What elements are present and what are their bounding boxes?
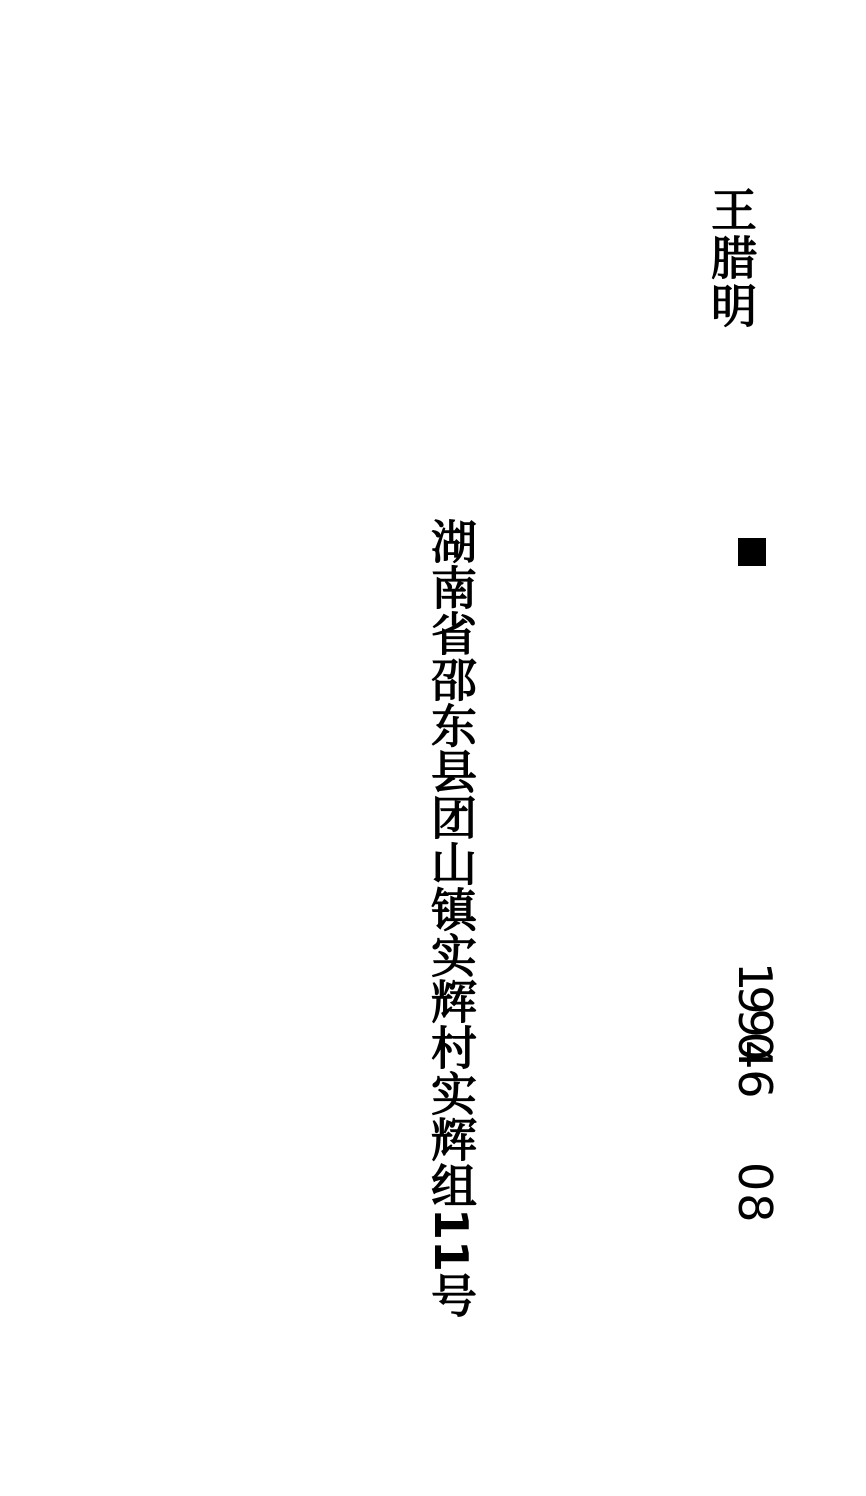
birth-year-overprint: 46 bbox=[728, 1040, 782, 1099]
birth-year-digits: 1990 bbox=[728, 962, 782, 1056]
birth-month-day: 08 bbox=[728, 1162, 782, 1225]
sex-mark-square bbox=[738, 538, 766, 566]
person-name: 王腊明 bbox=[704, 186, 758, 330]
address: 湖南省邵东县团山镇实辉村实辉组11号 bbox=[424, 518, 478, 1319]
